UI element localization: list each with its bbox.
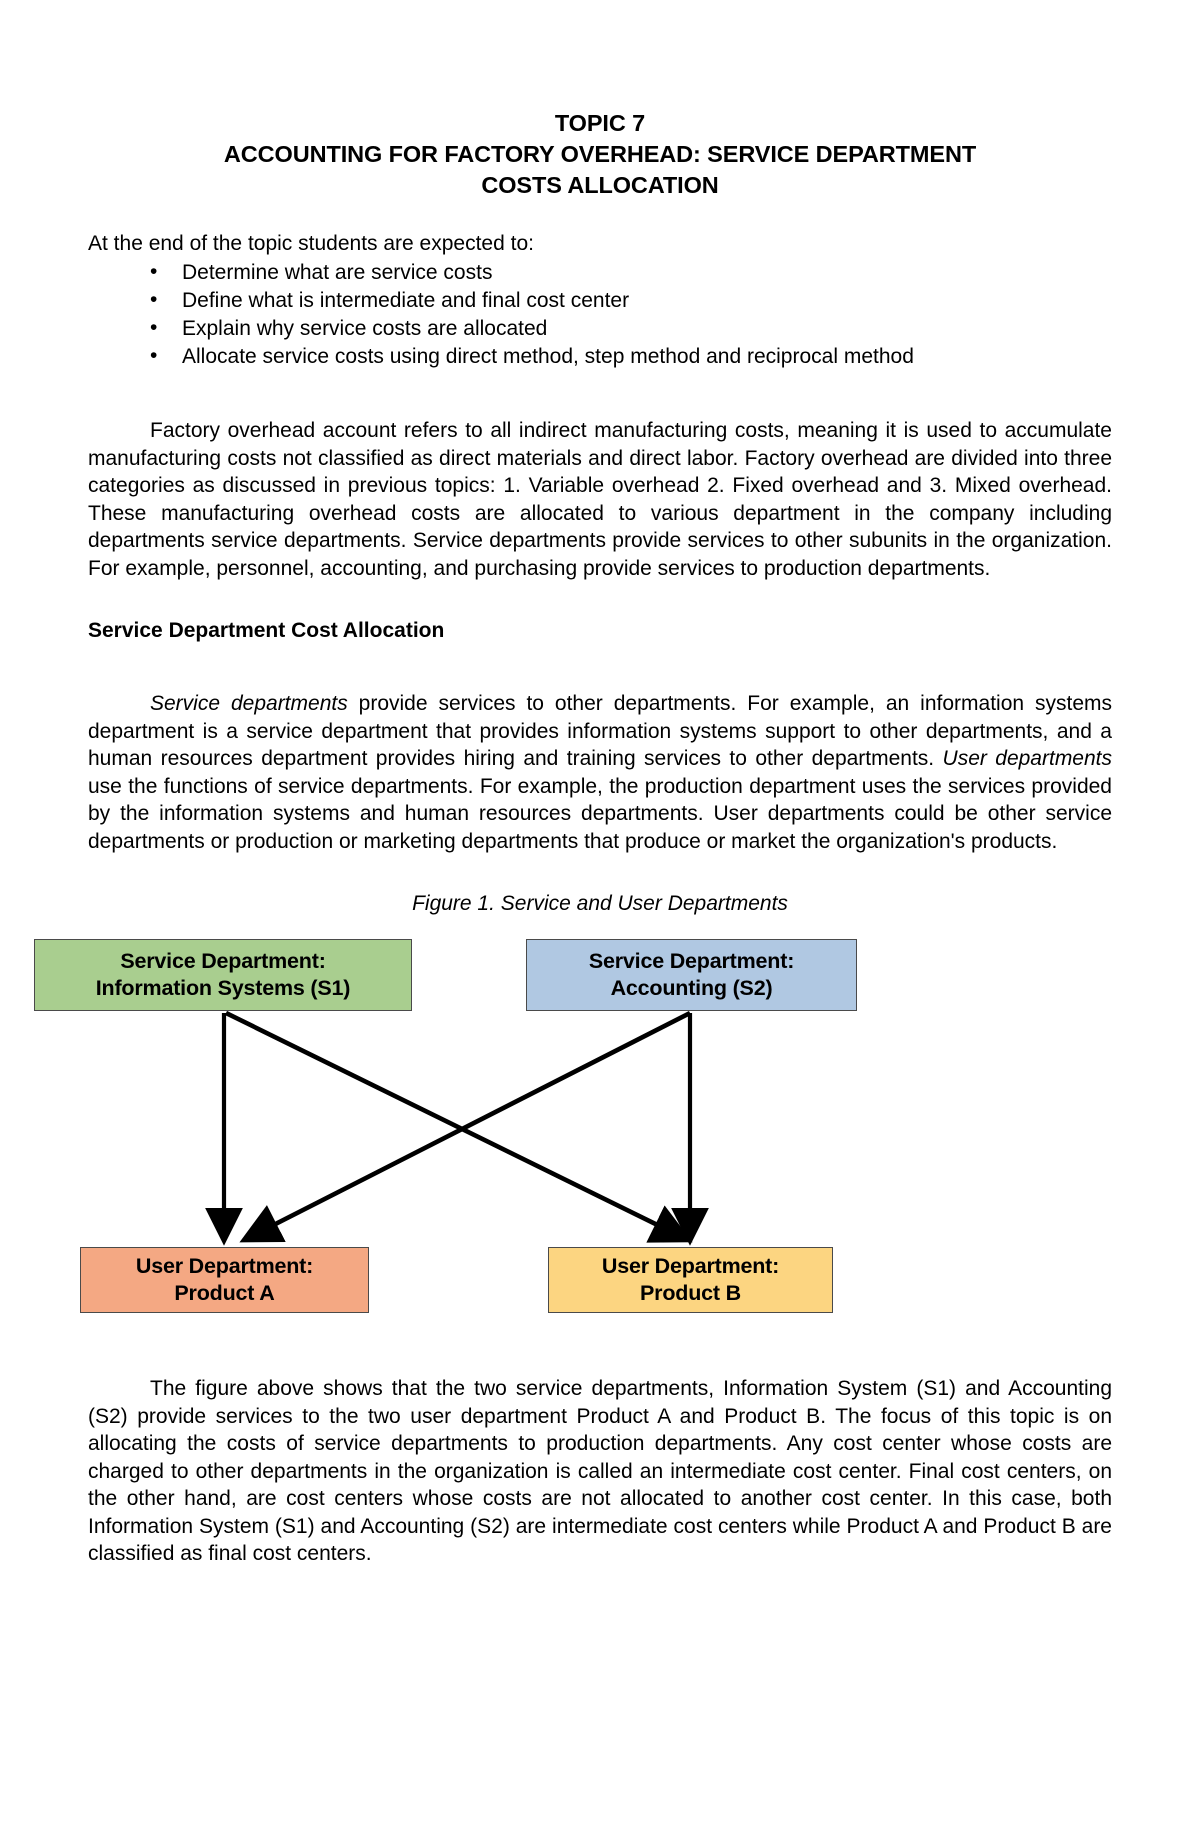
term-service-departments: Service departments — [150, 692, 348, 715]
arrow-s1-to-product-b — [226, 1013, 686, 1239]
title-line-2: ACCOUNTING FOR FACTORY OVERHEAD: SERVICE DEPARTMENT — [223, 141, 977, 167]
after-figure-paragraph: The figure above shows that the two service departments, Information System (S1) and Accounting (S2) provide services to the two user department Product A and Product B. The focus of this topic is on allocating the costs of service departments to production departments. Any cost center whose costs are charged to other departments in the organization is called an intermediate cost center. Final cost centers, on the other hand, are cost centers whose costs are not allocated to another cost center. In this case, both Information System (S1) and Accounting (S2) are intermediate cost centers while Product A and Product B are classified as final cost centers. — [88, 1377, 1112, 1565]
node-service-department-accounting — [526, 939, 857, 1011]
node-s1-line-2: Information Systems (S1) — [95, 976, 351, 1000]
node-user-department-product-b — [548, 1247, 833, 1313]
figure-caption: Figure 1. Service and User Departments — [412, 892, 788, 915]
objectives-lead: At the end of the topic students are expected to: — [88, 232, 534, 255]
page-title — [88, 108, 1112, 201]
node-b-line-2: Product B — [640, 1281, 741, 1305]
list-item: • Determine what are service costs — [150, 259, 1112, 287]
node-s2-line-2: Accounting (S2) — [610, 976, 773, 1000]
title-line-1: TOPIC 7 — [554, 110, 646, 136]
node-s2-line-1: Service Department: — [588, 949, 795, 973]
list-item: • Explain why service costs are allocated — [150, 315, 1112, 343]
node-service-department-information-systems — [34, 939, 412, 1011]
list-item: • Define what is intermediate and final cost center — [150, 287, 1112, 315]
figure-service-and-user-departments — [18, 931, 1042, 1331]
arrow-s2-to-product-a — [246, 1013, 690, 1239]
node-s1-line-1: Service Department: — [120, 949, 326, 973]
title-line-3: COSTS ALLOCATION — [481, 172, 719, 198]
term-user-departments: User departments — [942, 747, 1113, 770]
node-user-department-product-a — [80, 1247, 369, 1313]
intro-paragraph: Factory overhead account refers to all indirect manufacturing costs, meaning it is used to accumulate manufacturing costs not classified as direct materials and direct labor. Factory overhead are divided into three categories as discussed in previous topics: 1. Variable overhead 2. Fixed overhead and 3. Mixed overhead. These manufacturing overhead costs are allocated to various department in the company including departments service departments. Service departments provide services to other subunits in the organization. For example, personnel, accounting, and purchasing provide services to production departments. — [88, 419, 1112, 580]
service-departments-paragraph — [88, 690, 1112, 855]
node-a-line-1: User Department: — [135, 1254, 314, 1278]
service-departments-text-1: provide services to other departments. For example, an information systems department is a service department that provides information systems support to other departments, and a human resources department provides hiring and training services to other departments. — [88, 692, 1113, 770]
objectives-list — [88, 259, 1112, 371]
list-item: • Allocate service costs using direct method, step method and reciprocal method — [150, 343, 1112, 371]
node-a-line-2: Product A — [174, 1281, 275, 1305]
service-departments-text-2: use the functions of service departments. For example, the production department uses the services provided by the information systems and human resources departments. User departments could be other service departments or production or marketing departments that produce or market the organization's products. — [88, 774, 1112, 853]
node-b-line-1: User Department: — [601, 1254, 780, 1278]
section-heading: Service Department Cost Allocation — [88, 619, 445, 642]
